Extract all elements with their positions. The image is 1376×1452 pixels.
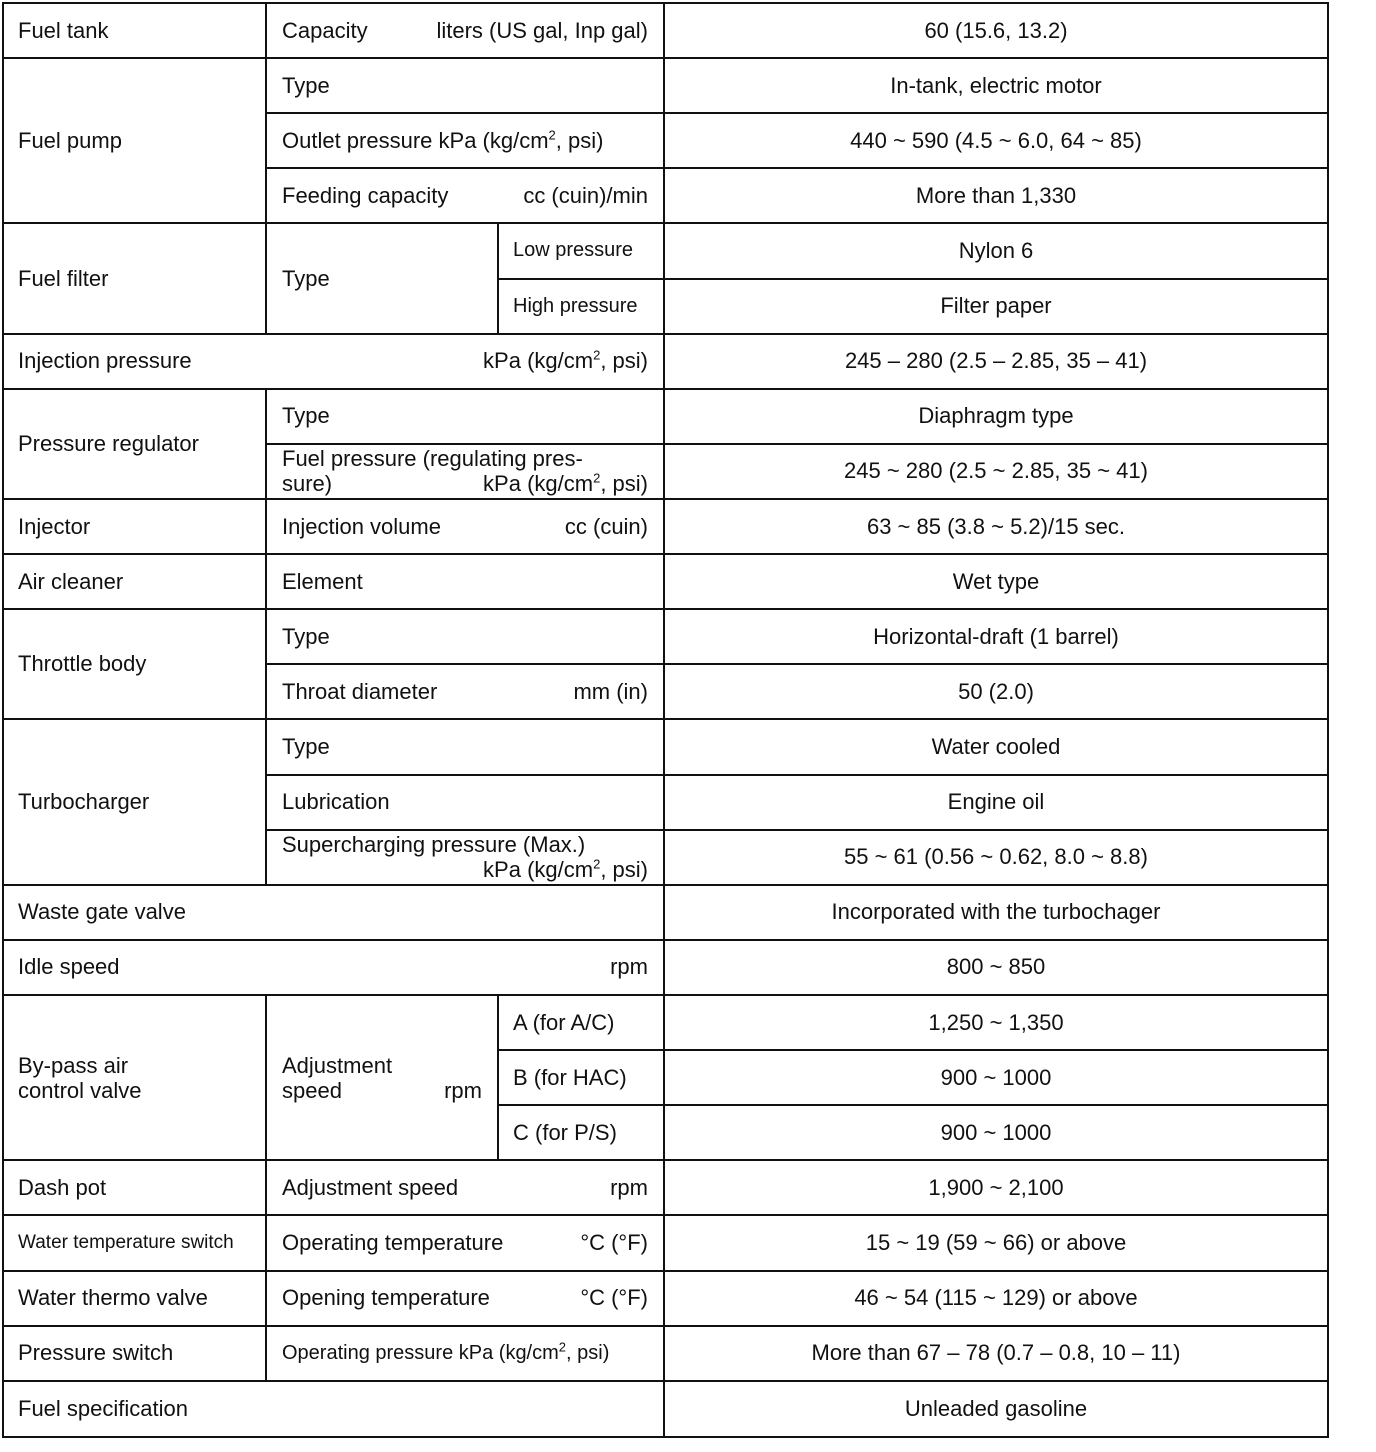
value-regulator-type: Diaphragm type [664,389,1328,444]
param-operating-pressure: Operating pressure kPa ($kg/cm^2$, psi) [266,1326,664,1381]
table-row [3,1271,1328,1326]
sub-low-pressure: Low pressure [498,223,664,278]
row-label-water-thermo-valve: Water thermo valve [3,1271,266,1326]
value-supercharging-pressure: 55 ~ 61 (0.56 ~ 0.62, 8.0 ~ 8.8) [664,830,1328,885]
param-fuel-filter-type: Type [266,223,498,333]
row-label-air-cleaner: Air cleaner [3,554,266,609]
table-row [3,609,1328,664]
value-throttle-type: Horizontal-draft (1 barrel) [664,609,1328,664]
table-row [3,58,1328,113]
param-regulator-type: Type [266,389,664,444]
row-label-injector: Injector [3,499,266,554]
param-fuel-pump-type: Type [266,58,664,113]
param-feeding-capacity: Feeding capacity cc (cuin)/min [266,168,664,223]
table-row [3,3,1328,58]
table-row [3,719,1328,774]
row-label-water-temperature-switch: Water temperature switch [3,1215,266,1270]
value-low-pressure: Nylon 6 [664,223,1328,278]
row-label-bypass-air-control-valve: By-pass air control valve [3,995,266,1160]
param-adjustment-speed: Adjustment speed rpm [266,995,498,1160]
row-label-dash-pot: Dash pot [3,1160,266,1215]
param-operating-temperature: Operating temperature °C (°F) [266,1215,664,1270]
table-row [3,1326,1328,1381]
sub-b-for-hac: B (for HAC) [498,1050,664,1105]
value-high-pressure: Filter paper [664,279,1328,334]
param-opening-temperature: Opening temperature °C (°F) [266,1271,664,1326]
row-label-fuel-tank: Fuel tank [3,3,266,58]
param-turbo-type: Type [266,719,664,774]
param-throttle-type: Type [266,609,664,664]
value-element: Wet type [664,554,1328,609]
value-b-for-hac: 900 ~ 1000 [664,1050,1328,1105]
row-label-fuel-specification: Fuel specification [3,1381,664,1437]
row-label-waste-gate-valve: Waste gate valve [3,885,664,940]
value-dash-pot: 1,900 ~ 2,100 [664,1160,1328,1215]
fuel-system-spec-table [2,2,1329,1438]
value-feeding-capacity: More than 1,330 [664,168,1328,223]
param-throat-diameter: Throat diameter mm (in) [266,664,664,719]
value-idle-speed: 800 ~ 850 [664,940,1328,995]
table-row [3,223,1328,278]
row-label-injection-pressure: Injection pressure kPa ($kg/cm^2$, psi) [3,334,664,389]
value-fuel-tank-capacity: 60 (15.6, 13.2) [664,3,1328,58]
table-row [3,1215,1328,1270]
value-fuel-pump-type: In-tank, electric motor [664,58,1328,113]
value-injection-volume: 63 ~ 85 (3.8 ~ 5.2)/15 sec. [664,499,1328,554]
row-label-fuel-pump: Fuel pump [3,58,266,223]
table-row [3,885,1328,940]
param-element: Element [266,554,664,609]
param-injection-volume: Injection volume cc (cuin) [266,499,664,554]
value-waste-gate-valve: Incorporated with the turbochager [664,885,1328,940]
value-opening-temperature: 46 ~ 54 (115 ~ 129) or above [664,1271,1328,1326]
table-row [3,1160,1328,1215]
sub-a-for-ac: A (for A/C) [498,995,664,1050]
row-label-pressure-switch: Pressure switch [3,1326,266,1381]
table-row [3,940,1328,995]
param-dash-pot-adjustment-speed: Adjustment speed rpm [266,1160,664,1215]
row-label-pressure-regulator: Pressure regulator [3,389,266,499]
table-row [3,389,1328,444]
row-label-fuel-filter: Fuel filter [3,223,266,333]
row-label-throttle-body: Throttle body [3,609,266,719]
param-lubrication: Lubrication [266,775,664,830]
value-turbo-type: Water cooled [664,719,1328,774]
table-row [3,554,1328,609]
value-operating-pressure: More than 67 – 78 (0.7 – 0.8, 10 – 11) [664,1326,1328,1381]
value-regulating-pressure: 245 ~ 280 (2.5 ~ 2.85, 35 ~ 41) [664,444,1328,499]
value-operating-temperature: 15 ~ 19 (59 ~ 66) or above [664,1215,1328,1270]
param-supercharging-pressure: Supercharging pressure (Max.) kPa ($kg/cm^2$, psi) [266,830,664,885]
table-row [3,995,1328,1050]
value-c-for-ps: 900 ~ 1000 [664,1105,1328,1160]
table-row [3,334,1328,389]
sub-high-pressure: High pressure [498,279,664,334]
value-outlet-pressure: 440 ~ 590 (4.5 ~ 6.0, 64 ~ 85) [664,113,1328,168]
value-fuel-specification: Unleaded gasoline [664,1381,1328,1437]
param-outlet-pressure: Outlet pressure kPa ($kg/cm^2$, psi) [266,113,664,168]
value-lubrication: Engine oil [664,775,1328,830]
table-row [3,499,1328,554]
row-label-turbocharger: Turbocharger [3,719,266,884]
sub-c-for-ps: C (for P/S) [498,1105,664,1160]
param-regulating-pressure: Fuel pressure (regulating pres- sure) kPa ($kg/cm^2$, psi) [266,444,664,499]
table-row [3,1381,1328,1437]
value-throat-diameter: 50 (2.0) [664,664,1328,719]
param-capacity: Capacity liters (US gal, Inp gal) [266,3,664,58]
value-a-for-ac: 1,250 ~ 1,350 [664,995,1328,1050]
value-injection-pressure: 245 – 280 (2.5 – 2.85, 35 – 41) [664,334,1328,389]
row-label-idle-speed: Idle speed rpm [3,940,664,995]
